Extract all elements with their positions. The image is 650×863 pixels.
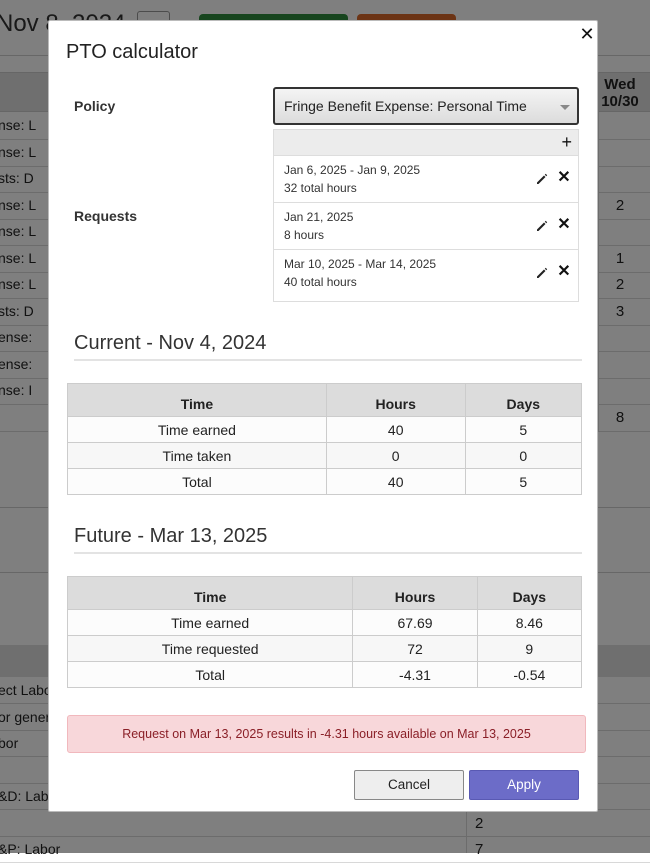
- table-header-hours: Hours: [353, 577, 477, 610]
- current-section-title: Current - Nov 4, 2024: [74, 332, 267, 354]
- table-header-time: Time: [68, 384, 327, 417]
- pencil-icon[interactable]: [535, 219, 549, 233]
- table-row: [68, 636, 582, 662]
- cancel-button[interactable]: Cancel: [354, 770, 464, 800]
- dialog-title: PTO calculator: [66, 41, 198, 63]
- request-item: [274, 156, 578, 203]
- close-icon[interactable]: ✕: [557, 263, 571, 280]
- table-cell: 5: [465, 417, 581, 443]
- table-cell: 67.69: [353, 610, 477, 636]
- request-dates: Jan 6, 2025 - Jan 9, 2025: [284, 163, 421, 177]
- section-divider: [74, 359, 582, 361]
- request-item: [274, 250, 578, 297]
- table-cell: 40: [326, 469, 465, 495]
- table-cell: -4.31: [353, 662, 477, 688]
- table-cell: Total: [68, 469, 327, 495]
- section-divider: [74, 552, 582, 554]
- requests-list: [273, 129, 579, 302]
- pto-calculator-dialog: [48, 20, 598, 812]
- chevron-down-icon: [560, 105, 570, 110]
- future-table: [67, 576, 582, 688]
- request-hours: 40 total hours: [284, 275, 357, 289]
- request-hours: 32 total hours: [284, 181, 357, 195]
- current-table: [67, 383, 582, 495]
- requests-list-header: [274, 130, 578, 156]
- request-item: [274, 203, 578, 250]
- table-header-days: Days: [477, 577, 581, 610]
- table-row: [68, 443, 582, 469]
- table-row: [68, 417, 582, 443]
- table-cell: 9: [477, 636, 581, 662]
- table-header-time: Time: [68, 577, 353, 610]
- table-row: [68, 469, 582, 495]
- table-cell: 5: [465, 469, 581, 495]
- table-cell: 0: [326, 443, 465, 469]
- table-row: [68, 610, 582, 636]
- policy-select[interactable]: [273, 87, 579, 125]
- request-hours: 8 hours: [284, 228, 325, 242]
- table-cell: Time taken: [68, 443, 327, 469]
- warning-alert: Request on Mar 13, 2025 results in -4.31 hours available on Mar 13, 2025: [67, 715, 586, 753]
- close-icon[interactable]: ✕: [579, 24, 595, 44]
- table-cell: 0: [465, 443, 581, 469]
- table-cell: Time earned: [68, 610, 353, 636]
- table-header-hours: Hours: [326, 384, 465, 417]
- policy-select-value: Fringe Benefit Expense: Personal Time: [284, 98, 527, 114]
- close-icon[interactable]: ✕: [557, 216, 571, 233]
- request-dates: Jan 21, 2025: [284, 210, 354, 224]
- requests-label: Requests: [74, 208, 138, 224]
- pencil-icon[interactable]: [535, 172, 549, 186]
- table-cell: 40: [326, 417, 465, 443]
- pencil-icon[interactable]: [535, 266, 549, 280]
- table-cell: Total: [68, 662, 353, 688]
- apply-button[interactable]: Apply: [469, 770, 579, 800]
- table-cell: Time earned: [68, 417, 327, 443]
- plus-icon[interactable]: +: [561, 132, 572, 152]
- table-cell: Time requested: [68, 636, 353, 662]
- table-cell: -0.54: [477, 662, 581, 688]
- close-icon[interactable]: ✕: [557, 169, 571, 186]
- table-cell: 8.46: [477, 610, 581, 636]
- table-row: [68, 662, 582, 688]
- request-dates: Mar 10, 2025 - Mar 14, 2025: [284, 257, 437, 271]
- policy-label: Policy: [74, 98, 116, 114]
- table-cell: 72: [353, 636, 477, 662]
- future-section-title: Future - Mar 13, 2025: [74, 525, 268, 547]
- table-header-days: Days: [465, 384, 581, 417]
